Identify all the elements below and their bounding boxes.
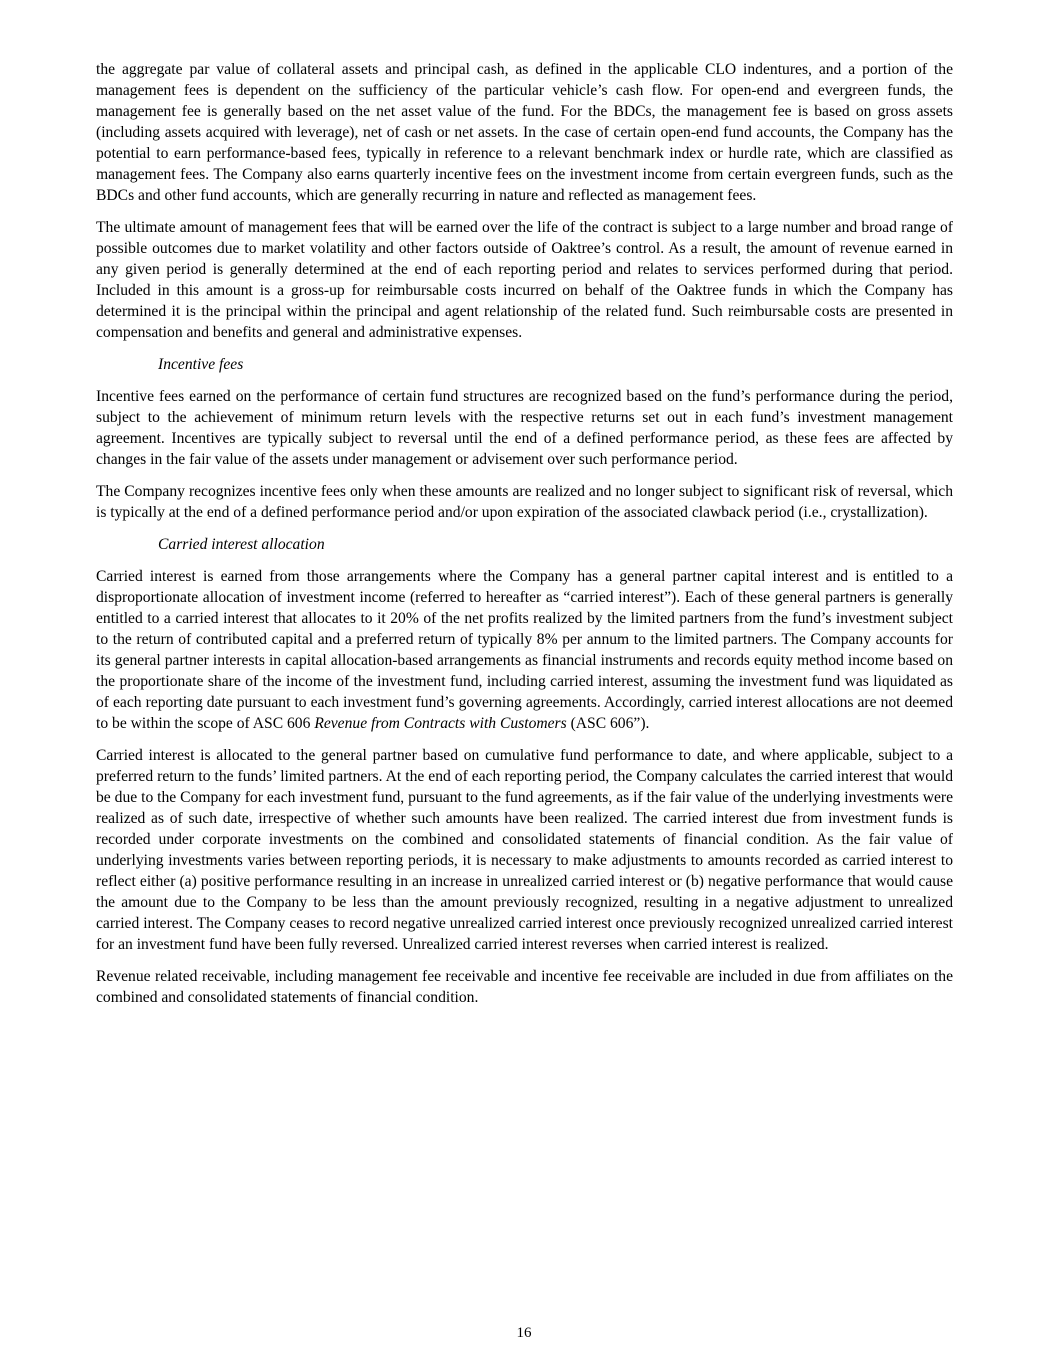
paragraph-management-fee-basis: the aggregate par value of collateral assets and principal cash, as defined in the applicable CLO indentures, and a portion of the management fees is dependent on the sufficiency of the particular vehicle’s cash flow. For open-end and evergreen funds, the management fee is generally based on the net asset value of the fund. For the BDCs, the management fee is based on gross assets (including assets acquired with leverage), net of cash or net assets. In the case of certain open-end fund accounts, the Company has the potential to earn performance-based fees, typically in reference to a relevant benchmark index or hurdle rate, which are classified as management fees. The Company also earns quarterly incentive fees on the investment income from certain evergreen funds, such as the BDCs and other fund accounts, which are generally recurring in nature and reflected as management fees.: [96, 61, 953, 204]
asc-606-title: Revenue from Contracts with Customers: [314, 715, 567, 732]
paragraph-revenue-receivable: Revenue related receivable, including management fee receivable and incentive fee receivable are included in due from affiliates on the combined and consolidated statements of financial condition.: [96, 968, 953, 1006]
paragraph-incentive-fees-performance: Incentive fees earned on the performance of certain fund structures are recognized based on the fund’s performance during the period, subject to the achievement of minimum return levels with the respective returns set out in each fund’s investment management agreement. Incentives are typically subject to reversal until the end of a defined performance period, as these fees are affected by changes in the fair value of the assets under management or advisement over such performance period.: [96, 388, 953, 468]
heading-carried-interest-allocation: Carried interest allocation: [158, 536, 325, 553]
heading-incentive-fees: Incentive fees: [158, 356, 244, 373]
paragraph-carried-interest-definition: [96, 566, 953, 734]
carried-interest-text-end: (ASC 606”).: [566, 715, 650, 732]
page-number: 16: [516, 1325, 532, 1341]
document-body: [96, 59, 953, 1019]
paragraph-carried-interest-allocation: Carried interest is allocated to the general partner based on cumulative fund performance to date, and where applicable, subject to a preferred return to the funds’ limited partners. At the end of each reporting period, the Company calculates the carried interest that would be due to the Company for each investment fund, pursuant to the fund agreements, as if the fair value of the underlying investments were realized as of such date, irrespective of whether such amounts have been realized. The carried interest due from investment funds is recorded under corporate investments on the combined and consolidated statements of financial condition. As the fair value of underlying investments varies between reporting periods, it is necessary to make adjustments to amounts recorded as carried interest to reflect either (a) positive performance resulting in an increase in unrealized carried interest or (b) negative performance that would cause the amount due to the Company to be less than the amount previously recognized, resulting in a negative adjustment to unrealized carried interest. The Company ceases to record negative unrealized carried interest once previously recognized unrealized carried interest for an investment fund have been fully reversed. Unrealized carried interest reverses when carried interest is realized.: [96, 747, 953, 953]
carried-interest-text-start: Carried interest is earned from those arrangements where the Company has a general partner capital interest and is entitled to a disproportionate allocation of investment income (referred to hereafter as “carried interest”). Each of these general partners is generally entitled to a carried interest that allocates to it 20% of the net profits realized by the limited partners from the fund’s investment subject to the return of contributed capital and a preferred return of typically 8% per annum to the limited partners. The Company accounts for its general partner interests in capital allocation-based arrangements as financial instruments and records equity method income based on the proportionate share of the income of the investment fund, including carried interest, assuming the investment fund was liquidated as of each reporting date pursuant to each investment fund’s governing agreements. Accordingly, carried interest allocations are not deemed to be within the scope of ASC 606: [96, 568, 953, 732]
paragraph-incentive-fees-recognition: The Company recognizes incentive fees only when these amounts are realized and no longer subject to significant risk of reversal, which is typically at the end of a defined performance period and/or upon expiration of the associated clawback period (i.e., crystallization).: [96, 483, 953, 521]
paragraph-management-fee-outcomes: The ultimate amount of management fees that will be earned over the life of the contract is subject to a large number and broad range of possible outcomes due to market volatility and other factors outside of Oaktree’s control. As a result, the amount of revenue earned in any given period is generally determined at the end of each reporting period and relates to services performed during that period. Included in this amount is a gross-up for reimbursable costs incurred on behalf of the Oaktree funds in which the Company has determined it is the principal within the principal and agent relationship of the related fund. Such reimbursable costs are presented in compensation and benefits and general and administrative expenses.: [96, 219, 953, 341]
